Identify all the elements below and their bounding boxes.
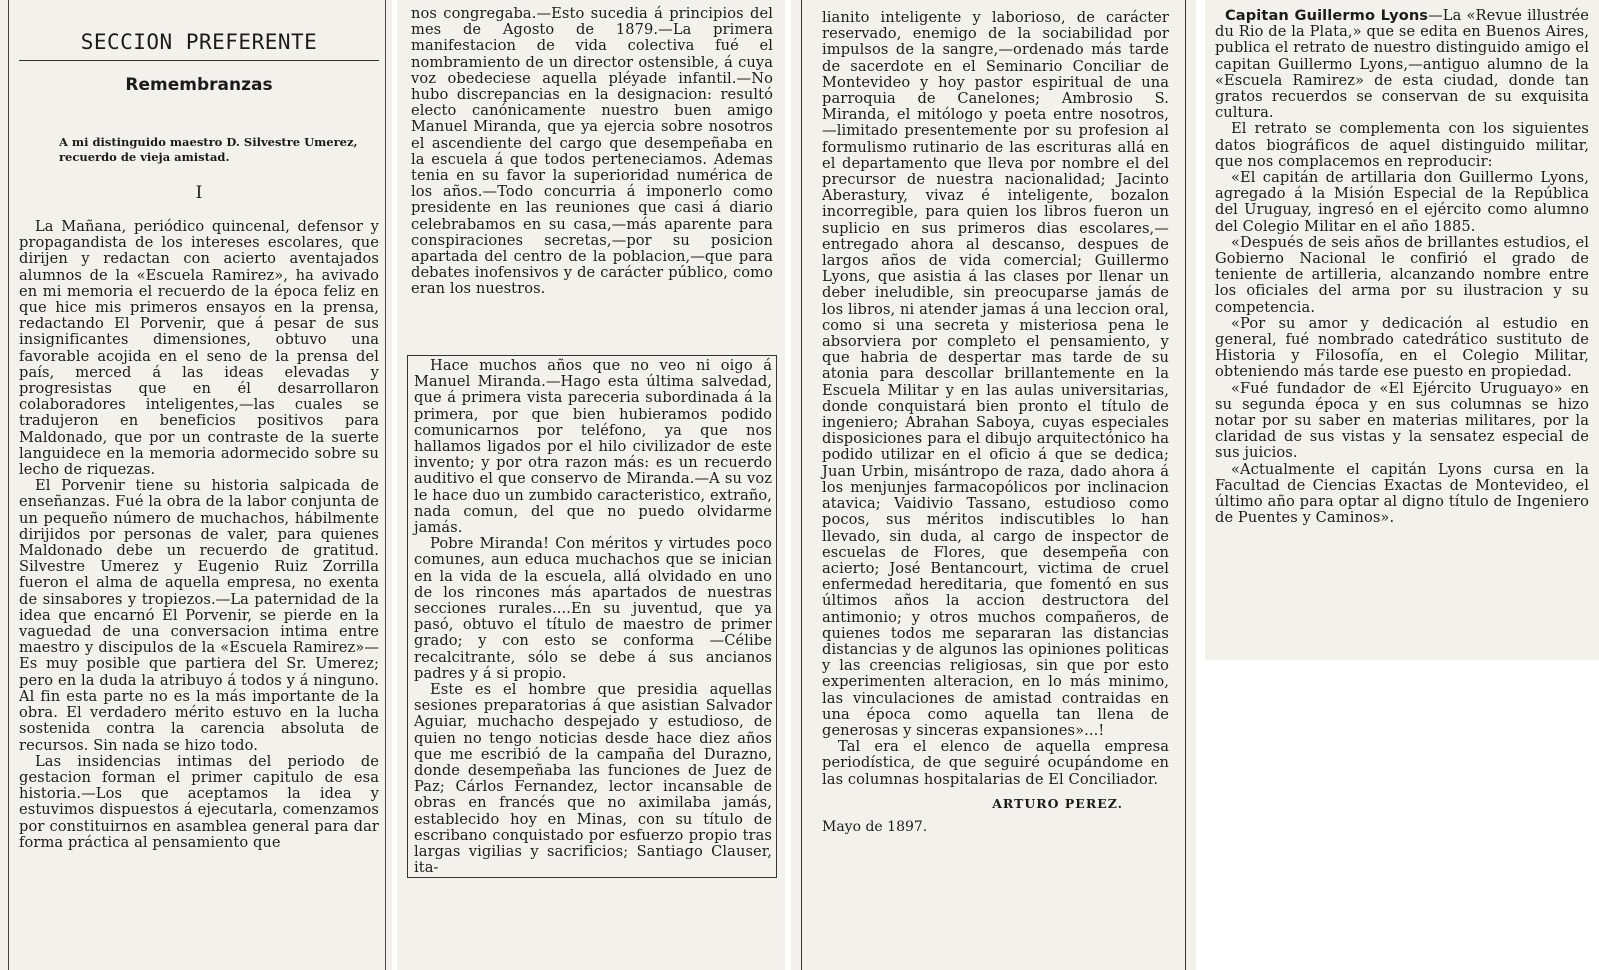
section-heading: SECCION PREFERENTE — [80, 30, 318, 54]
news-title: Capitan Guillermo Lyons — [1225, 7, 1429, 24]
paragraph: lianito inteligente y laborioso, de carácter reservado, enemigo de la sociabilidad por impulsos de la sangre,—ordenado más tarde de sacerdote en el Seminario Conciliar de Montevideo y hoy pastor espiritual de una parroquia de Canelones; Ambrosio S. Miranda, el mitólogo y poeta entre nosotros,—limitado presentemente por su profesion al formulismo rutinario de las escrituras allá en el departamento que lleva por nombre el del precursor de nuestra nacionalidad; Jacinto Aberastury, vivaz é inteligente, bozalon incorregible, para quien los libros fueron un suplicio en sus primeros dias escolares,—entregado ahora al descanso, despues de largos años de vida comercial; Guillermo Lyons, que asistia á las clases por llenar un deber ineludible, sin preocuparse jamás de los libros, ni atender jamas á una leccion oral, como si una secreta y misteriosa pena le absorviera por completo el pensamiento, y que habria de despertar mas tarde de su atonia para descollar brillantemente en la Escuela Militar y en las aulas universitarias, donde conquistará bien pronto el título de ingeniero; Abrahan Saboya, cuyas especiales disposiciones para el dibujo arquitectónico ha podido utilizar en el oficio á que se dedica; Juan Urbin, misántropo de raza, dado ahora á los menjunjes farmacopólicos por inclinacion atavica; Vaidivio Tassano, estudioso como pocos, sus méritos indiscutibles lo han llevado, sin duda, al cargo de inspector de escuelas de Flores, que desempeña con acierto; José Bentancourt, victima de cruel enfermedad hereditaria, que fomentó en sus últimos años la accion destructora del antimonio; y otros muchos compañeros, de quienes todos me separaran las distancias distancias y de algunos las opiniones politicas y las creencias religiosas, sin que por esto experimenten alteracion, en lo más minimo, las vinculaciones de amistad contraidas en una época como aquella tan llena de generosas y sinceras expansiones»...! — [822, 9, 1169, 739]
paragraph: Pobre Miranda! Con méritos y virtudes poco comunes, aun educa muchachos que se inician en la vida de la escuela, allá olvidado en uno de los rincones más apartados de nuestras secciones rurales....En su juventud, que ya pasó, obtuvo el título de maestro de primer grado; y con esto se conforma —Célibe recalcitrante, sólo se debe á sus ancianos padres y á si propio. — [414, 535, 772, 682]
boxed-section — [407, 355, 777, 878]
paragraph: «Fué fundador de «El Ejército Uruguayo» en su segunda época y en sus columnas se hizo notar por su saber en materias militares, por la claridad de sus vistas y la sensatez especial de sus juicios. — [1215, 379, 1589, 462]
date: Mayo de 1897. — [822, 818, 928, 835]
paragraph: «El capitán de artillaria don Guillermo Lyons, agregado á la Misión Especial de la República del Uruguay, ingresó en el ejército como alumno del Colegio Militar en el año 1885. — [1215, 169, 1589, 235]
paragraph: «Después de seis años de brillantes estudios, el Gobierno Nacional le confirió el grado de teniente de artilleria, alcanzando nombre entre los oficiales del arma por su ilustracion y su competencia. — [1215, 233, 1589, 316]
paragraph: Hace muchos años que no veo ni oigo á Manuel Miranda.—Hago esta última salvedad, que á primera vista pareceria subordinada á la primera, por que bien hubieramos podido comunicarnos por teléfono, ya que nos hallamos ligados por el hilo civilizador de este invento; y por otra razon más: es un recuerdo auditivo el que conservo de Miranda.—A su voz le hace duo un zumbido caracteristico, extraño, nada comun, del que no puedo olvidarme jamás. — [414, 357, 772, 537]
paragraph: El Porvenir tiene su historia salpicada de enseñanzas. Fué la obra de la labor conjunta de un pequeño número de muchachos, hábilmente dirijidos por personas de valer, para quienes Maldonado debe un recuerdo de gratitud. Silvestre Umerez y Eugenio Ruiz Zorrilla fueron el alma de aquella empresa, no exenta de sinsabores y tropiezos.—La paternidad de la idea que encarnó El Porvenir, se pierde en la vaguedad de una conversacion intima entre maestro y discipulos de la «Escuela Ramirez»—Es muy posible que partiera del Sr. Umerez; pero en la duda la atribuyo á todos y á ninguno. Al fin esta parte no es la más importante de la obra. El verdadero mérito estuvo en la lucha sostenida contra la carencia absoluta de recursos. Sin nada se hizo todo. — [19, 477, 379, 754]
paragraph: Capitan Guillermo Lyons—La «Revue illustrée du Rio de la Plata,» que se edita en Buenos Aires, publica el retrato de nuestro distinguido amigo el capitan Guillermo Lyons,—antiguo alumno de la «Escuela Ramirez» de esta ciudad, donde tan gratos recuerdos se conservan de su exquisita cultura. — [1215, 7, 1589, 122]
paragraph: «Por su amor y dedicación al estudio en general, fué nombrado catedrático sustituto de Historia y Filosofía, en el Colegio Militar, obteniendo más tarde ese puesto en propiedad. — [1215, 314, 1589, 381]
dedication: A mi distinguido maestro D. Silvestre Umerez, recuerdo de vieja amistad. — [59, 135, 358, 164]
paragraph: «Actualmente el capitán Lyons cursa en la Facultad de Ciencias Exactas de Montevideo, el último año para optar al digno título de Ingeniero de Puentes y Caminos». — [1215, 460, 1589, 527]
paragraph: La Mañana, periódico quincenal, defensor y propagandista de los intereses escolares, que dirijen y redactan con acierto aventajados alumnos de la «Escuela Ramirez», ha avivado en mi memoria el recuerdo de la época feliz en que hice mis primeros ensayos en la prensa, redactando El Porvenir, que á pesar de sus insignificantes dimensiones, obtuvo una favorable acojida en el seno de la prensa del país, merced á las ideas elevadas y progresistas que en él desarrollaron colaboradores inteligentes,—las cuales se tradujeron en beneficios positivos para Maldonado, que por un contraste de la suerte languidece en la memoria adormecido sobre su lecho de riquezas. — [19, 218, 379, 479]
clipping-column-1 — [0, 0, 392, 970]
paragraph: Las insidencias intimas del periodo de gestacion forman el primer capitulo de esa historia.—Los que aceptamos la idea y estuvimos dispuestos á ejecutarla, comenzamos por constituirnos en asamblea general para dar forma práctica al pensamiento que — [19, 752, 379, 851]
article-title: Remembranzas — [125, 75, 273, 95]
paragraph: Este es el hombre que presidia aquellas sesiones preparatorias á que asistian Salvador Aguiar, muchacho despejado y estudioso, de quien no tengo noticias desde hace diez años que me escribió de la campaña del Durazno, donde desempeñaba las funciones de Juez de Paz; Cárlos Fernandez, lector incansable de obras en francés que no aximilaba jamás, establecido hoy en Minas, con su título de escribano conquistado por esfuerzo propio tras largas vigilias y sacrificios; Santiago Clauser, ita- — [414, 681, 772, 877]
paragraph: Tal era el elenco de aquella empresa periodística, de que seguiré ocupándome en las columnas hospitalarias de El Conciliador. — [822, 738, 1169, 788]
section-numeral: I — [195, 183, 203, 203]
signature: ARTURO PEREZ. — [992, 795, 1123, 811]
clipping-column-2 — [397, 0, 785, 970]
paragraph: El retrato se complementa con los siguientes datos biográficos de aquel distinguido militar, que nos complacemos en reproducir: — [1215, 120, 1589, 170]
clipping-column-3 — [791, 0, 1196, 970]
paragraph: nos congregaba.—Esto sucedia á principios del mes de Agosto de 1879.—La primera manifestacion de vida colectiva fué el nombramiento de un director ostensible, á cuya voz obedeciese aquella pléyade infantil.—No hubo discrepancias en la designacion: resultó electo canónicamente nuestro buen amigo Manuel Miranda, que ya ejercia sobre nosotros el ascendiente del cargo que desempeñaba en la escuela á que todos perteneciamos. Ademas tenia en su favor la superioridad numérica de los años.—Todo concurria á imponerlo como presidente en las reuniones que casi á diario celebrabamos en su casa,—más aparente para conspiraciones secretas,—por su posicion apartada del centro de la poblacion,—que para debates inofensivos y de carácter público, como eran los nuestros. — [411, 5, 773, 298]
clipping-column-4 — [1205, 0, 1599, 660]
